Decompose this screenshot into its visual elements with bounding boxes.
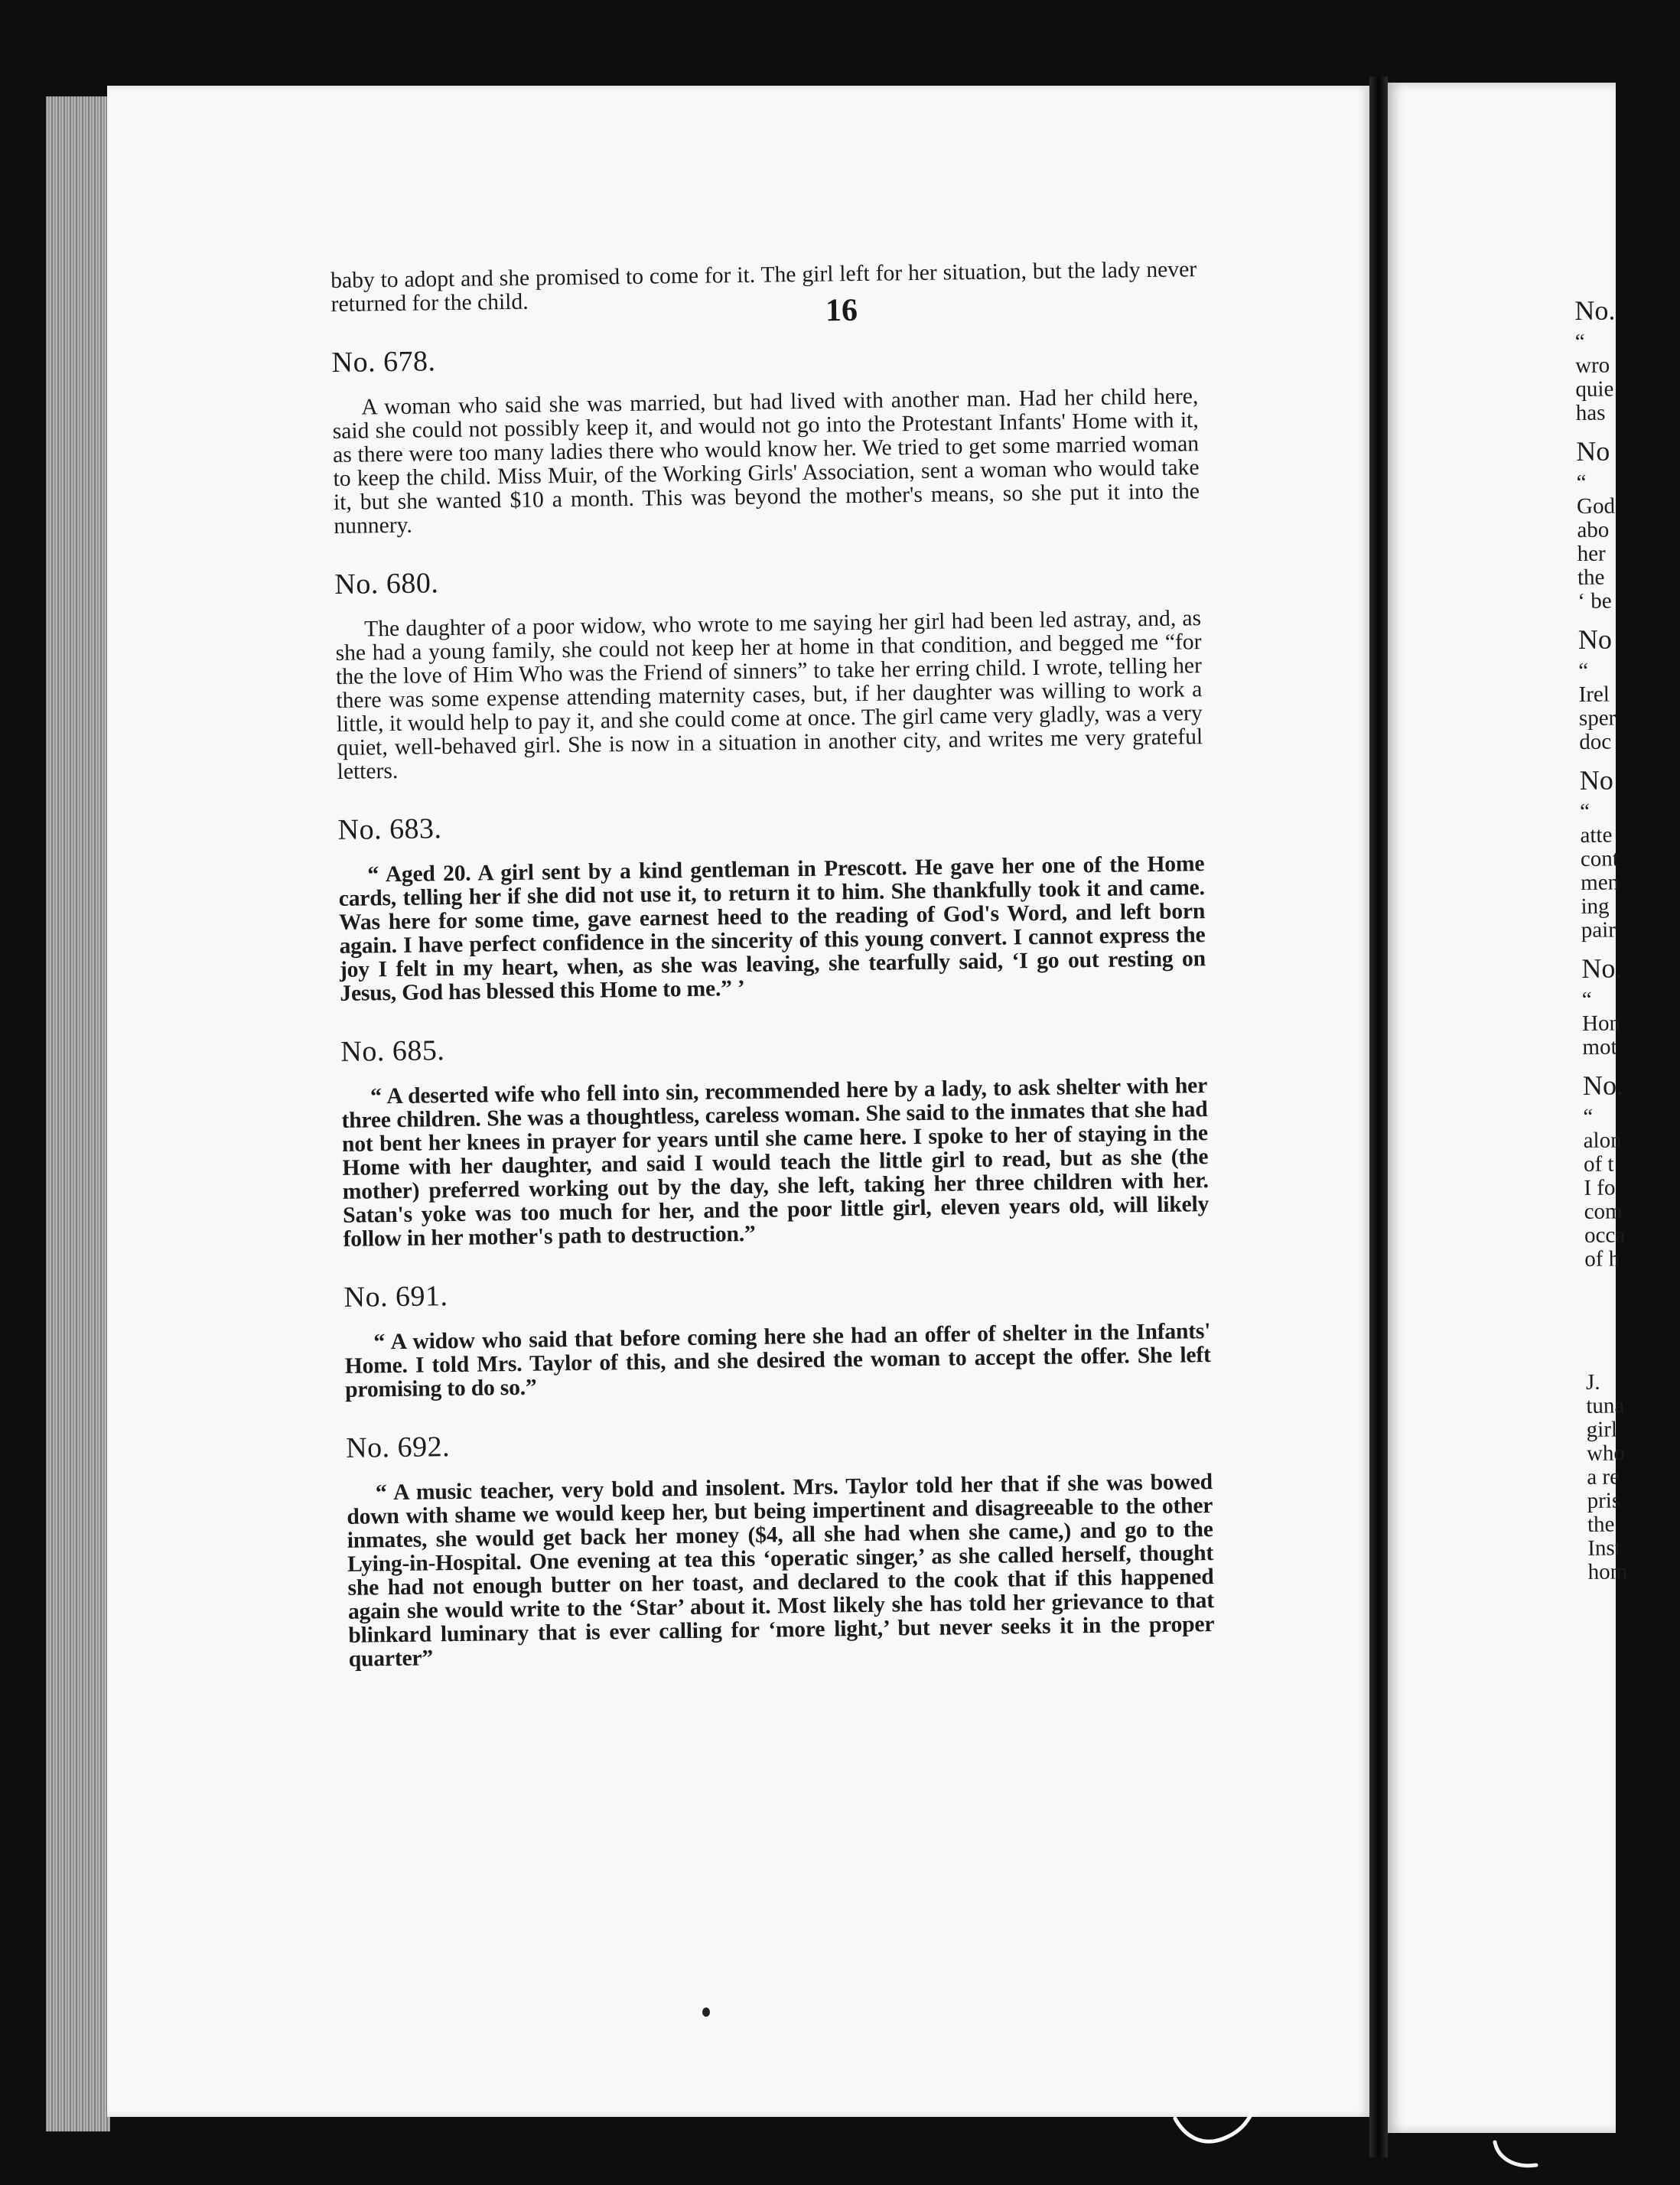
right-text-fragment: wro	[1574, 353, 1610, 378]
right-text-fragment: Hon	[1581, 1011, 1621, 1036]
record-body: “ A music teacher, very bold and insolent. Mrs. Taylor told her that if she was bowed down with shame we would keep her, but being impertinent and disagreeable to the other inmates, she would get back her money ($4, all she had when she came,) and go to the Lying-in-Hospital. One evening at tea this ‘operatic singer,’ as she called herself, thought she had not enough butter on her toast, and declared to the cook that if this happened again she would write to the ‘Star’ about it. Most likely she has told her grievance to that blinkard luminary that is ever calling for ‘more light,’ but never seeks it in the proper quarter”	[347, 1470, 1215, 1672]
right-text-fragment: “	[1580, 799, 1590, 824]
right-page-text	[1574, 284, 1680, 1584]
right-text-fragment: the	[1587, 1512, 1615, 1537]
record-heading: No. 685.	[340, 1034, 445, 1068]
record-body: “ A widow who said that before coming here she had an offer of shelter in the Infants' Home. I told Mrs. Taylor of this, and she desired the woman to accept the offer. She left promising to do so.”	[344, 1319, 1211, 1402]
right-text-fragment: who	[1586, 1441, 1626, 1466]
right-text-fragment: “	[1574, 329, 1585, 354]
right-text-fragment: hom	[1587, 1559, 1628, 1584]
record-body: The daughter of a poor widow, who wrote to me saying her girl had been led astray, and, as she had a young family, she could not keep her at home in that condition, and begged me “for the the love of Him Who was the Friend of sinners” to take her erring child. I wrote, telling her there was some expense attending maternity cases, but, if her daughter was willing to work a little, it would help to pay it, and she could come at once. The girl came very gladly, was a very quiet, well-behaved girl. She is now in a situation in another city, and writes me very grateful letters.	[335, 606, 1203, 784]
right-text-fragment: doc	[1579, 729, 1612, 754]
right-record-heading-fragment: No.	[1581, 952, 1623, 984]
text-column	[330, 258, 1215, 1672]
right-record-heading-fragment: No.	[1574, 295, 1616, 326]
record-body: “ Aged 20. A girl sent by a kind gentleman in Prescott. He gave her one of the Home cards, telling her if she did not use it, to return it to him. She thankfully took it and came. Was here for some time, gave earnest heed to the reading of God's Word, and left born again. I have perfect confidence in the sincerity of this young convert. I cannot express the joy I felt in my heart, when, as she was leaving, she tearfully said, ‘I go out resting on Jesus, God has blessed this Home to me.” ’	[338, 852, 1206, 1006]
ink-dot-mark	[701, 2006, 711, 2018]
right-text-fragment: men	[1581, 870, 1620, 895]
right-text-fragment: J.	[1585, 1369, 1600, 1395]
right-text-fragment: mot	[1582, 1034, 1617, 1060]
right-text-fragment: tuna	[1586, 1393, 1625, 1418]
record-683	[337, 803, 1206, 1006]
right-text-fragment: cont	[1580, 846, 1619, 871]
record-691	[343, 1271, 1211, 1402]
right-text-fragment: I fo	[1584, 1175, 1616, 1200]
right-text-fragment: Irel	[1578, 682, 1610, 707]
right-text-fragment: com	[1584, 1199, 1623, 1224]
record-680	[334, 558, 1203, 784]
right-page-gap	[1585, 1271, 1678, 1371]
opening-paragraph: baby to adopt and she promised to come for it. The girl left for her situation, but the lady never returned for the child.	[330, 257, 1197, 317]
record-body: A woman who said she was married, but had lived with another man. Had her child here, said she could not possibly keep it, and would not go into the Protestant Infants' Home with it, as there were too many ladies there who would know her. We tried to get some married woman to keep the child. Miss Muir, of the Working Girls' Association, sent a woman who would take it, but she wanted $10 a month. This was beyond the mother's means, so she put it into the nunnery.	[332, 384, 1200, 539]
right-text-fragment: the	[1577, 565, 1605, 590]
record-body: “ A deserted wife who fell into sin, recommended here by a lady, to ask shelter with her three children. She was a thoughtless, careless woman. She said to the inmates that she had not bent her knees in prayer for years until she came here. I spoke to her of staying in the Home with her daughter, and said I would teach the little girl to read, but as she (the mother) preferred working out by the day, she left, taking her three children with her. Satan's yoke was too much for her, and the poor little girl, eleven years old, will likely follow in her mother's path to destruction.”	[341, 1073, 1210, 1252]
right-text-fragment: God	[1576, 493, 1616, 519]
right-text-fragment: “	[1583, 1104, 1594, 1129]
record-685	[340, 1025, 1210, 1252]
right-text-fragment: “	[1581, 987, 1592, 1012]
right-text-fragment: alon	[1583, 1128, 1622, 1153]
right-text-fragment: ing	[1581, 894, 1610, 919]
right-record-heading-fragment: No	[1577, 624, 1613, 655]
right-text-fragment: atte	[1580, 822, 1613, 848]
record-692	[346, 1421, 1215, 1672]
record-heading: No. 678.	[331, 345, 436, 379]
right-text-fragment: of h	[1584, 1246, 1620, 1272]
right-record-heading-fragment: No.	[1582, 1070, 1624, 1101]
right-text-fragment: sper	[1578, 705, 1617, 731]
record-heading: No. 691.	[343, 1280, 448, 1314]
right-text-fragment: of t	[1583, 1151, 1614, 1177]
right-text-fragment: Inst	[1587, 1535, 1621, 1561]
handwritten-mark	[1170, 2100, 1285, 2154]
record-heading: No. 680.	[334, 567, 439, 601]
right-text-fragment: a re	[1587, 1464, 1620, 1490]
page-number: 16	[825, 292, 858, 329]
right-text-fragment: has	[1575, 400, 1606, 425]
right-text-fragment: occa	[1584, 1223, 1626, 1248]
right-record-heading-fragment: No	[1576, 435, 1610, 467]
right-text-fragment: “	[1576, 470, 1587, 495]
right-text-fragment: ‘ be	[1577, 588, 1612, 614]
book-gutter	[1369, 77, 1388, 2157]
right-text-fragment: pair	[1581, 917, 1617, 943]
right-text-fragment: girl	[1586, 1417, 1618, 1442]
record-heading: No. 683.	[337, 812, 442, 846]
corner-mark	[1490, 2135, 1551, 2180]
right-record-heading-fragment: No	[1579, 764, 1613, 796]
record-heading: No. 692.	[345, 1431, 451, 1464]
right-text-fragment: quie	[1575, 376, 1614, 402]
right-text-fragment: abo	[1577, 517, 1610, 542]
page-edges	[46, 96, 110, 2131]
right-text-fragment: her	[1577, 541, 1606, 566]
right-text-fragment: pris	[1587, 1488, 1621, 1513]
right-text-fragment: “	[1578, 658, 1589, 683]
record-678	[331, 336, 1200, 539]
